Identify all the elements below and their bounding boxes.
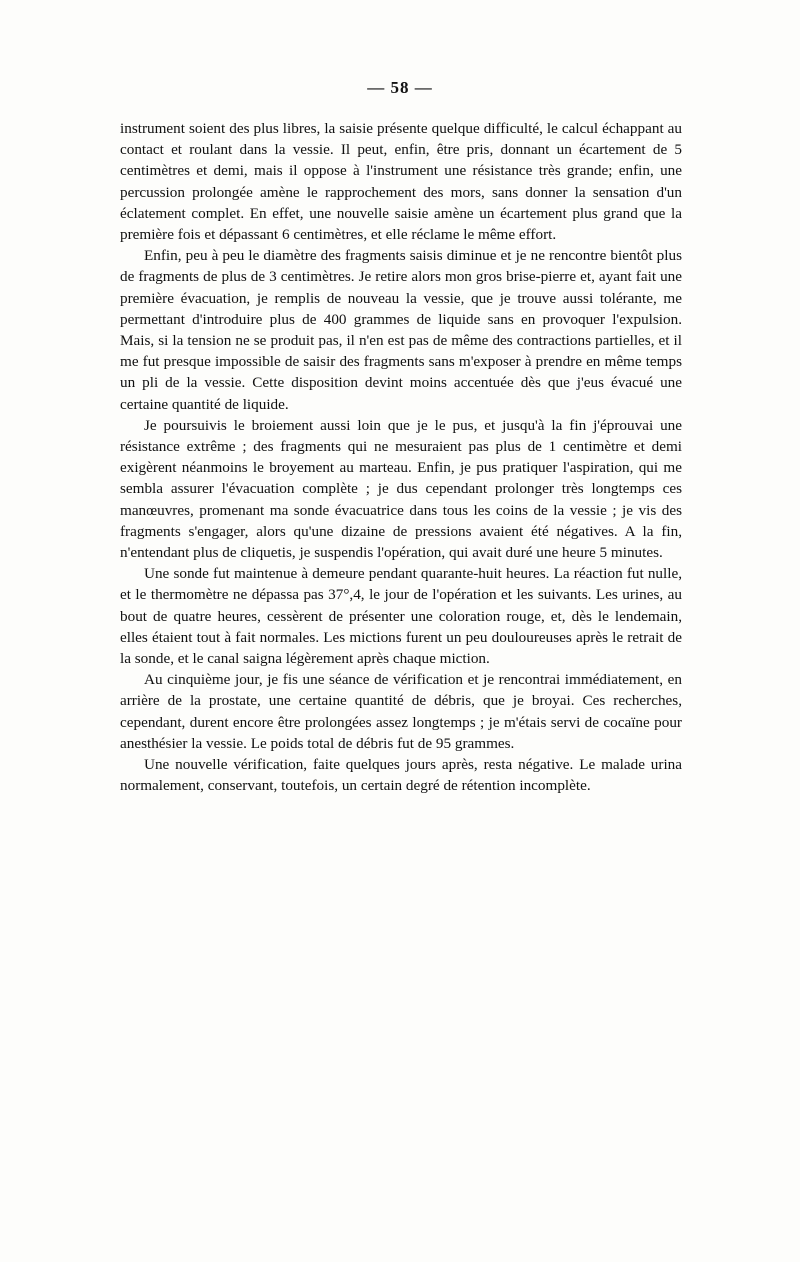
paragraph: Une nouvelle vérification, faite quelques jours après, resta négative. Le malade urina normalement, conservant, toutefois, un certain degré de rétention incomplète. xyxy=(120,756,682,795)
paragraph: instrument soient des plus libres, la saisie présente quelque difficulté, le calcul échappant au contact et roulant dans la vessie. Il peut, enfin, être pris, donnant un écartement de 5 centimètres et demi, mais il oppose à l'instrument une résistance très grande; enfin, une percussion prolongée amène le rapprochement des mors, sans donner la sensation d'un éclatement complet. En effet, une nouvelle saisie amène un écartement plus grand que la première fois et dépassant 6 centimètres, et elle réclame le même effort. xyxy=(120,120,682,244)
paragraph: Je poursuivis le broiement aussi loin que je le pus, et jusqu'à la fin j'éprouvai une résistance extrême ; des fragments qui ne mesuraient pas plus de 1 centimètre et demi exigèrent néanmoins le broyement au marteau. Enfin, je pus pratiquer l'aspiration, qui me sembla assurer l'évacuation complète ; je dus cependant prolonger très longtemps ces manœuvres, promenant ma sonde évacuatrice dans tous les coins de la vessie ; je vis des fragments s'engager, alors qu'une dizaine de pressions avaient été négatives. A la fin, n'entendant plus de cliquetis, je suspendis l'opération, qui avait duré une heure 5 minutes. xyxy=(120,416,682,562)
paragraph: Au cinquième jour, je fis une séance de vérification et je rencontrai immédiatement, en arrière de la prostate, une certaine quantité de débris, que je broyai. Ces recherches, cependant, durent encore être prolongées assez longtemps ; je m'étais servi de cocaïne pour anesthésier la vessie. Le poids total de débris fut de 95 grammes. xyxy=(120,671,682,752)
page-number: — 58 — xyxy=(367,78,433,97)
paragraph: Enfin, peu à peu le diamètre des fragments saisis diminue et je ne rencontre bientôt plus de fragments de plus de 3 centimètres. Je retire alors mon gros brise-pierre et, ayant fait une première évacuation, je remplis de nouveau la vessie, que je trouve aussi tolérante, me permettant d'introduire plus de 400 grammes de liquide sans en provoquer l'expulsion. Mais, si la tension ne se produit pas, il n'en est pas de même des contractions partielles, et il me fut presque impossible de saisir des fragments sans m'exposer à prendre en même temps un pli de la vessie. Cette disposition devint moins accentuée dès que j'eus évacué une certaine quantité de liquide. xyxy=(120,247,682,413)
paragraph: Une sonde fut maintenue à demeure pendant quarante-huit heures. La réaction fut nulle, et le thermomètre ne dépassa pas 37°,4, le jour de l'opération et les suivants. Les urines, au bout de quatre heures, cessèrent de présenter une coloration rouge, et, dès le lendemain, elles étaient tout à fait normales. Les mictions furent un peu douloureuses après le retrait de la sonde, et le canal saigna légèrement après chaque miction. xyxy=(120,565,682,668)
body-text xyxy=(120,118,682,797)
